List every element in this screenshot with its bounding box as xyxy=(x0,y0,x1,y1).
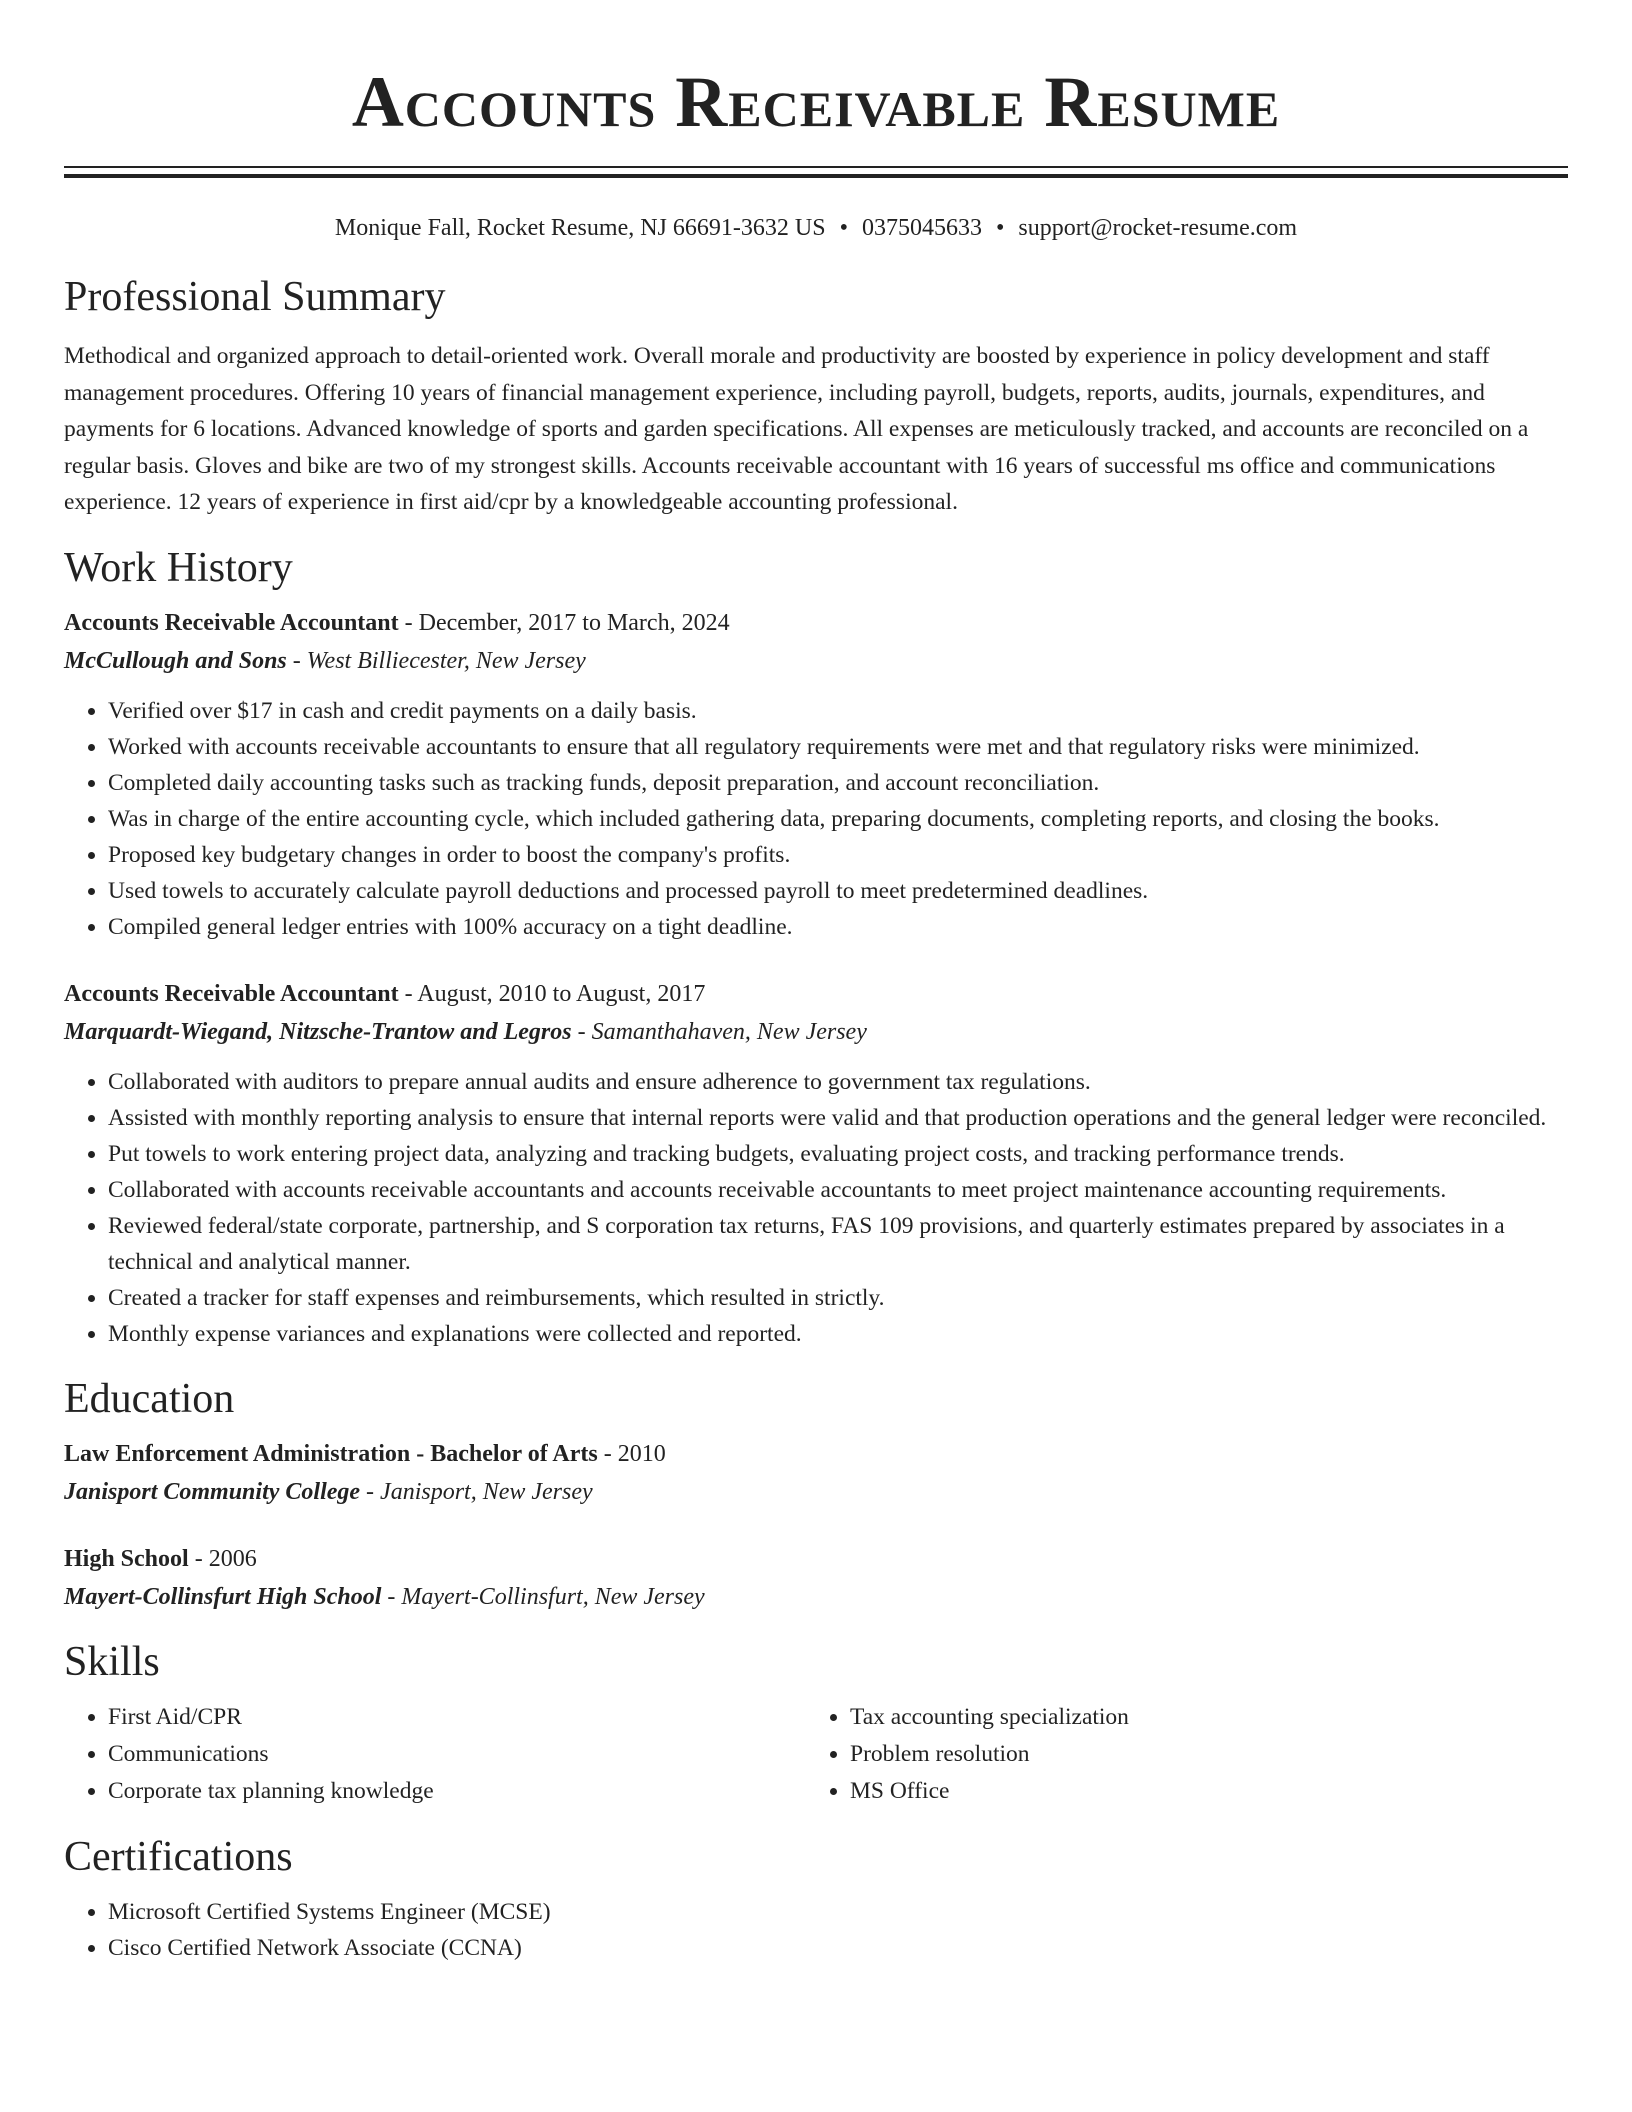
education-degree: Law Enforcement Administration - Bachelor of Arts xyxy=(64,1440,598,1467)
skill-item: • Problem resolution xyxy=(850,1736,1548,1773)
education-school: Mayert-Collinsfurt High School xyxy=(64,1583,382,1610)
contact-address: Monique Fall, Rocket Resume, NJ 66691-3632 US xyxy=(334,215,826,241)
job-duties-list xyxy=(64,1064,1568,1352)
job-duty-item: • Put towels to work entering project data, analyzing and tracking budgets, evaluating project costs, and tracking performance trends. xyxy=(108,1136,1568,1172)
job-location: - Samanthahaven, New Jersey xyxy=(571,1018,867,1045)
job-company: McCullough and Sons xyxy=(64,647,287,674)
education-school: Janisport Community College xyxy=(64,1478,361,1505)
education-degree-line xyxy=(64,1436,1568,1472)
education-location: - Mayert-Collinsfurt, New Jersey xyxy=(381,1583,705,1610)
education-degree-line xyxy=(64,1541,1568,1577)
job-duty-item: • Completed daily accounting tasks such as tracking funds, deposit preparation, and account reconciliation. xyxy=(108,765,1568,801)
job-duties-list xyxy=(64,693,1568,945)
job-role: Accounts Receivable Accountant xyxy=(64,980,399,1007)
work-history-heading: Work History xyxy=(64,544,293,591)
education-year: - 2006 xyxy=(188,1545,257,1572)
education-entry xyxy=(64,1436,1568,1510)
contact-phone: 0375045633 xyxy=(861,215,982,241)
job-location: - West Billiecester, New Jersey xyxy=(286,647,586,674)
skill-item: • Corporate tax planning knowledge xyxy=(108,1773,806,1810)
education-entry xyxy=(64,1541,1568,1615)
job-title-line xyxy=(64,976,1568,1012)
job-entry xyxy=(64,976,1568,1352)
job-duty-item: • Collaborated with accounts receivable accountants and accounts receivable accountants to meet project maintenance accounting requirements. xyxy=(108,1172,1568,1208)
certifications-heading: Certifications xyxy=(64,1833,293,1880)
certifications-list xyxy=(64,1894,1568,1966)
job-role: Accounts Receivable Accountant xyxy=(64,609,399,636)
job-company-line xyxy=(64,643,1568,679)
title-divider-thin xyxy=(64,166,1568,168)
education-heading: Education xyxy=(64,1375,235,1422)
education-school-line xyxy=(64,1579,1568,1615)
job-duty-item: • Used towels to accurately calculate payroll deductions and processed payroll to meet predetermined deadlines. xyxy=(108,873,1568,909)
skill-item: • First Aid/CPR xyxy=(108,1699,806,1736)
certification-item: • Cisco Certified Network Associate (CCNA) xyxy=(108,1930,1568,1966)
job-title-line xyxy=(64,605,1568,641)
skill-item: • Communications xyxy=(108,1736,806,1773)
job-duty-item: • Assisted with monthly reporting analysis to ensure that internal reports were valid and that production operations and the general ledger were reconciled. xyxy=(108,1100,1568,1136)
summary-text: Methodical and organized approach to detail-oriented work. Overall morale and productivity are boosted by experience in policy development and staff management procedures. Offering 10 years of financial management experience, including payroll, budgets, reports, audits, journals, expenditures, and payments for 6 locations. Advanced knowledge of sports and garden specifications. All expenses are meticulously tracked, and accounts are reconciled on a regular basis. Gloves and bike are two of my strongest skills. Accounts receivable accountant with 16 years of successful ms office and communications experience. 12 years of experience in first aid/cpr by a knowledgeable accounting professional. xyxy=(64,343,1529,515)
education-year: - 2010 xyxy=(597,1440,666,1467)
job-duty-item: • Monthly expense variances and explanations were collected and reported. xyxy=(108,1316,1568,1352)
resume-title: Accounts Receivable Resume xyxy=(351,62,1281,142)
skill-item: • Tax accounting specialization xyxy=(850,1699,1548,1736)
job-duty-item: • Verified over $17 in cash and credit payments on a daily basis. xyxy=(108,693,1568,729)
job-duty-item: • Was in charge of the entire accounting cycle, which included gathering data, preparing documents, completing reports, and closing the books. xyxy=(108,801,1568,837)
skills-column-right xyxy=(806,1699,1548,1810)
contact-line xyxy=(64,212,1568,244)
job-duty-item: • Created a tracker for staff expenses and reimbursements, which resulted in strictly. xyxy=(108,1280,1568,1316)
job-duty-item: • Reviewed federal/state corporate, partnership, and S corporation tax returns, FAS 109 provisions, and quarterly estimates prepared by associates in a technical and analytical manner. xyxy=(108,1208,1568,1280)
education-location: - Janisport, New Jersey xyxy=(360,1478,593,1505)
job-duty-item: • Collaborated with auditors to prepare annual audits and ensure adherence to government tax regulations. xyxy=(108,1064,1568,1100)
job-dates: - December, 2017 to March, 2024 xyxy=(398,609,730,636)
job-dates: - August, 2010 to August, 2017 xyxy=(398,980,706,1007)
skill-item: • MS Office xyxy=(850,1773,1548,1810)
skills-column-left xyxy=(64,1699,806,1810)
job-entry xyxy=(64,605,1568,945)
contact-separator: • xyxy=(995,215,1005,241)
summary-heading: Professional Summary xyxy=(64,274,446,320)
job-duty-item: • Compiled general ledger entries with 100% accuracy on a tight deadline. xyxy=(108,909,1568,945)
job-duty-item: • Worked with accounts receivable accountants to ensure that all regulatory requirements were met and that regulatory risks were minimized. xyxy=(108,729,1568,765)
skills-grid xyxy=(64,1699,1568,1810)
contact-email[interactable]: support@rocket-resume.com xyxy=(1018,215,1298,241)
education-school-line xyxy=(64,1474,1568,1510)
education-degree: High School xyxy=(64,1545,189,1572)
job-company: Marquardt-Wiegand, Nitzsche-Trantow and Legros xyxy=(64,1018,572,1045)
job-duty-item: • Proposed key budgetary changes in order to boost the company's profits. xyxy=(108,837,1568,873)
skills-heading: Skills xyxy=(64,1638,160,1685)
title-divider-thick xyxy=(64,174,1568,178)
job-company-line xyxy=(64,1014,1568,1050)
contact-separator: • xyxy=(839,215,848,241)
certification-item: • Microsoft Certified Systems Engineer (MCSE) xyxy=(108,1894,1568,1930)
